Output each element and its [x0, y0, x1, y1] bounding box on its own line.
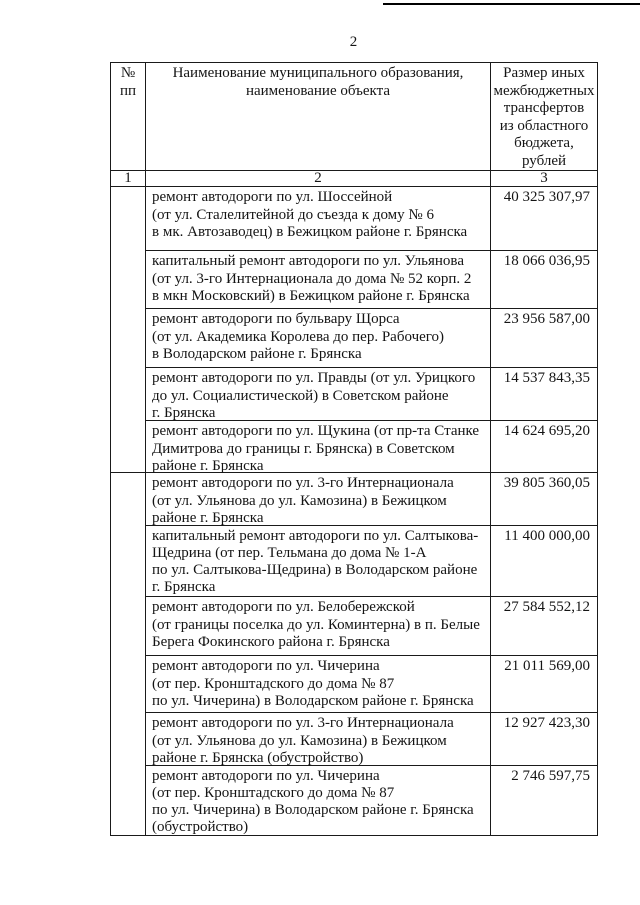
transfer-amount-4: 14 537 843,35 [491, 368, 598, 421]
header-number-cell: № пп [111, 63, 146, 171]
column-number-3: 3 [491, 171, 598, 187]
transfer-amount-3: 23 956 587,00 [491, 309, 598, 368]
transfer-amount-7: 11 400 000,00 [491, 526, 598, 597]
header-name-cell: Наименование муниципального образования, наименование объекта [146, 63, 491, 171]
object-name-11: ремонт автодороги по ул. Чичерина (от пер. Кронштадского до дома № 87 по ул. Чичерина) в Володарском районе г. Брянска (обустройство) [146, 766, 491, 836]
page-number: 2 [349, 34, 358, 50]
object-name-7: капитальный ремонт автодороги по ул. Салтыкова- Щедрина (от пер. Тельмана до дома № 1-А по ул. Салтыкова-Щедрина) в Володарском районе г. Брянска [146, 526, 491, 597]
transfer-amount-1: 40 325 307,97 [491, 187, 598, 251]
transfer-amount-5: 14 624 695,20 [491, 421, 598, 473]
object-name-8: ремонт автодороги по ул. Белобережской (от границы поселка до ул. Коминтерна) в п. Белые Берега Фокинского района г. Брянска [146, 597, 491, 656]
object-name-5: ремонт автодороги по ул. Щукина (от пр-та Станке Димитрова до границы г. Брянска) в Советском районе г. Брянска [146, 421, 491, 473]
object-name-1: ремонт автодороги по ул. Шоссейной (от ул. Сталелитейной до съезда к дому № 6 в мк. Автозаводец) в Бежицком районе г. Брянска [146, 187, 491, 251]
row-number-group-1 [111, 187, 146, 473]
object-name-4: ремонт автодороги по ул. Правды (от ул. Урицкого до ул. Социалистической) в Советском районе г. Брянска [146, 368, 491, 421]
transfer-amount-9: 21 011 569,00 [491, 656, 598, 713]
object-name-10: ремонт автодороги по ул. 3-го Интернационала (от ул. Ульянова до ул. Камозина) в Бежицком районе г. Брянска (обустройство) [146, 713, 491, 766]
top-rule [383, 3, 640, 5]
transfer-amount-2: 18 066 036,95 [491, 251, 598, 309]
object-name-9: ремонт автодороги по ул. Чичерина (от пер. Кронштадского до дома № 87 по ул. Чичерина) в Володарском районе г. Брянска [146, 656, 491, 713]
header-amount-cell: Размер иных межбюджетных трансфертов из областного бюджета, рублей [491, 63, 598, 171]
object-name-6: ремонт автодороги по ул. 3-го Интернационала (от ул. Ульянова до ул. Камозина) в Бежицком районе г. Брянска [146, 473, 491, 526]
object-name-3: ремонт автодороги по бульвару Щорса (от ул. Академика Королева до пер. Рабочего) в Володарском районе г. Брянска [146, 309, 491, 368]
transfer-amount-8: 27 584 552,12 [491, 597, 598, 656]
transfer-amount-11: 2 746 597,75 [491, 766, 598, 836]
object-name-2: капитальный ремонт автодороги по ул. Ульянова (от ул. 3-го Интернационала до дома № 52 корп. 2 в мкн Московский) в Бежицком районе г. Брянска [146, 251, 491, 309]
allocation-table [110, 62, 598, 836]
column-number-2: 2 [146, 171, 491, 187]
transfer-amount-10: 12 927 423,30 [491, 713, 598, 766]
column-number-1: 1 [111, 171, 146, 187]
row-number-group-2 [111, 473, 146, 836]
transfer-amount-6: 39 805 360,05 [491, 473, 598, 526]
